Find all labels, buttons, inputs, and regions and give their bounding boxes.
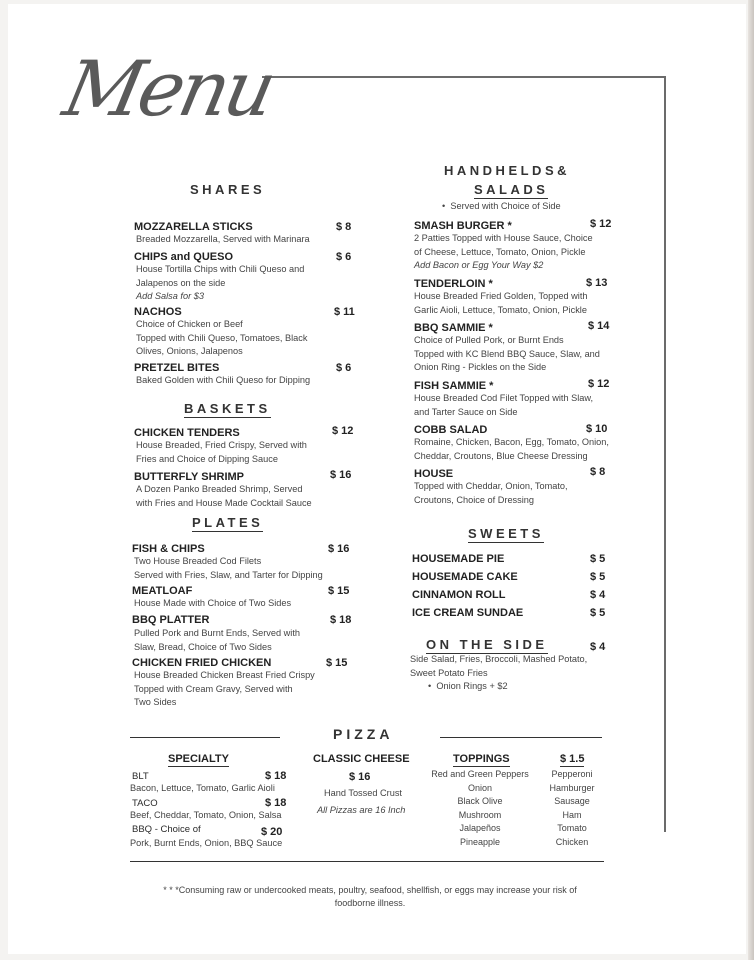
item-desc: Topped with Cheddar, Onion, Tomato, Croutons, Choice of Dressing xyxy=(414,481,568,505)
item-price: $ 12 xyxy=(588,378,610,390)
item-name: FISH & CHIPS xyxy=(132,543,205,555)
item-price: $ 11 xyxy=(334,306,355,318)
item-desc: Baked Golden with Chili Queso for Dipping xyxy=(136,375,311,385)
item-price: $ 16 xyxy=(330,469,352,481)
item-name: HOUSEMADE CAKE xyxy=(412,571,518,583)
toppings-list: Red and Green Peppers Onion Black Olive Mushroom Jalapeños Pineapple xyxy=(431,769,529,847)
frame-top-line xyxy=(262,76,666,78)
item-desc: Two House Breaded Cod Filets Served with Fries, Slaw, and Tarter for Dipping xyxy=(134,556,323,580)
specialty-desc: Pork, Burnt Ends, Onion, BBQ Sauce xyxy=(130,838,283,848)
menu-title: Menu xyxy=(56,44,281,133)
item-price: $ 13 xyxy=(586,277,608,289)
item-name: CHICKEN FRIED CHICKEN xyxy=(132,657,272,669)
page-edge xyxy=(748,0,754,960)
shares-heading: SHARES xyxy=(190,182,266,197)
side-desc: Side Salad, Fries, Broccoli, Mashed Potato, Sweet Potato Fries • Onion Rings + $2 xyxy=(410,654,588,691)
item-price: $ 12 xyxy=(332,425,354,437)
item-desc: Choice of Chicken or Beef Topped with Chili Queso, Tomatoes, Black Olives, Onions, Jalapenos xyxy=(136,319,308,356)
item-name: ICE CREAM SUNDAE xyxy=(412,607,524,619)
item-desc: Choice of Pulled Pork, or Burnt Ends Topped with KC Blend BBQ Sauce, Slaw, and Onion Ring - Pickles on the Side xyxy=(414,335,600,372)
footer-disclaimer: * * *Consuming raw or undercooked meats, poultry, seafood, shellfish, or eggs may increase your risk of foodborne illness. xyxy=(163,885,577,908)
classic-price: $ 16 xyxy=(349,771,371,783)
specialty-desc: Bacon, Lettuce, Tomato, Garlic Aioli xyxy=(130,783,275,793)
item-desc: Romaine, Chicken, Bacon, Egg, Tomato, Onion, Cheddar, Croutons, Blue Cheese Dressing xyxy=(414,437,609,461)
item-price: $ 14 xyxy=(588,320,610,332)
item-desc: Pulled Pork and Burnt Ends, Served with Slaw, Bread, Choice of Two Sides xyxy=(134,628,300,652)
handhelds-heading: HANDHELDS& xyxy=(444,163,570,178)
pizza-heading: PIZZA xyxy=(333,726,394,742)
plates-heading: PLATES xyxy=(192,515,264,530)
item-price: $ 18 xyxy=(330,614,352,626)
item-desc: House Breaded Cod Filet Topped with Slaw, and Tarter Sauce on Side xyxy=(414,393,594,417)
salads-heading: SALADS xyxy=(474,182,549,197)
item-name: BBQ SAMMIE * xyxy=(414,322,493,334)
handhelds-subtitle: • Served with Choice of Side xyxy=(442,201,561,211)
item-price: $ 5 xyxy=(590,607,606,619)
item-name: HOUSE xyxy=(414,468,454,480)
item-name: CHICKEN TENDERS xyxy=(134,427,240,439)
item-desc: House Made with Choice of Two Sides xyxy=(134,598,292,608)
item-name: MEATLOAF xyxy=(132,585,193,597)
item-desc: House Breaded Chicken Breast Fried Crispy Topped with Cream Gravy, Served with Two Sides xyxy=(134,670,315,707)
item-name: FISH SAMMIE * xyxy=(414,380,494,392)
item-desc: House Breaded, Fried Crispy, Served with Fries and Choice of Dipping Sauce xyxy=(136,440,307,464)
item-price: $ 10 xyxy=(586,423,608,435)
item-desc: House Breaded Fried Golden, Topped with Garlic Aioli, Lettuce, Tomato, Onion, Pickle xyxy=(414,291,588,315)
sweets-heading: SWEETS xyxy=(468,526,544,541)
item-desc: A Dozen Panko Breaded Shrimp, Served with Fries and House Made Cocktail Sauce xyxy=(136,484,312,508)
specialty-price: $ 18 xyxy=(265,770,287,782)
item-price: $ 5 xyxy=(590,571,606,583)
item-price: $ 5 xyxy=(590,553,606,565)
specialty-name: TACO xyxy=(132,798,158,809)
item-desc: House Tortilla Chips with Chili Queso and Jalapenos on the side Add Salsa for $3 xyxy=(136,264,305,301)
item-price: $ 16 xyxy=(328,543,350,555)
item-price: $ 15 xyxy=(328,585,350,597)
item-name: NACHOS xyxy=(134,306,182,318)
side-price: $ 4 xyxy=(590,641,606,653)
item-price: $ 15 xyxy=(326,657,348,669)
item-price: $ 6 xyxy=(336,251,352,263)
item-name: SMASH BURGER * xyxy=(414,220,512,232)
premium-heading: $ 1.5 xyxy=(560,753,585,765)
specialty-name: BLT xyxy=(132,771,149,782)
item-name: BBQ PLATTER xyxy=(132,614,210,626)
pizza-rule-left xyxy=(130,737,280,738)
classic-heading: CLASSIC CHEESE xyxy=(313,753,410,765)
baskets-heading: BASKETS xyxy=(184,401,271,416)
frame-right-line xyxy=(664,76,666,832)
classic-crust: Hand Tossed Crust xyxy=(324,788,402,798)
pizza-rule-right xyxy=(440,737,602,738)
item-name: BUTTERFLY SHRIMP xyxy=(134,471,245,483)
item-desc: 2 Patties Topped with House Sauce, Choice of Cheese, Lettuce, Tomato, Onion, Pickle Add Bacon or Egg Your Way $2 xyxy=(414,233,593,270)
item-name: MOZZARELLA STICKS xyxy=(134,221,253,233)
item-desc: Breaded Mozzarella, Served with Marinara xyxy=(136,234,310,244)
item-price: $ 12 xyxy=(590,218,612,230)
item-price: $ 8 xyxy=(590,466,606,478)
specialty-desc: Beef, Cheddar, Tomato, Onion, Salsa xyxy=(130,810,282,820)
item-name: CINNAMON ROLL xyxy=(412,589,506,601)
item-price: $ 4 xyxy=(590,589,606,601)
specialty-price: $ 20 xyxy=(261,826,283,838)
item-name: PRETZEL BITES xyxy=(134,362,220,374)
specialty-name: BBQ - Choice of xyxy=(132,824,201,835)
side-heading: ON THE SIDE xyxy=(426,637,548,652)
toppings-heading: TOPPINGS xyxy=(453,753,510,765)
item-name: CHIPS and QUESO xyxy=(134,251,234,263)
specialty-heading: SPECIALTY xyxy=(168,753,229,765)
item-price: $ 6 xyxy=(336,362,352,374)
item-name: HOUSEMADE PIE xyxy=(412,553,505,565)
footer-rule xyxy=(130,861,604,862)
classic-note: All Pizzas are 16 Inch xyxy=(317,805,406,815)
item-name: TENDERLOIN * xyxy=(414,278,493,290)
item-name: COBB SALAD xyxy=(414,424,488,436)
premium-list: Pepperoni Hamburger Sausage Ham Tomato Chicken xyxy=(549,769,595,847)
specialty-price: $ 18 xyxy=(265,797,287,809)
item-price: $ 8 xyxy=(336,221,352,233)
